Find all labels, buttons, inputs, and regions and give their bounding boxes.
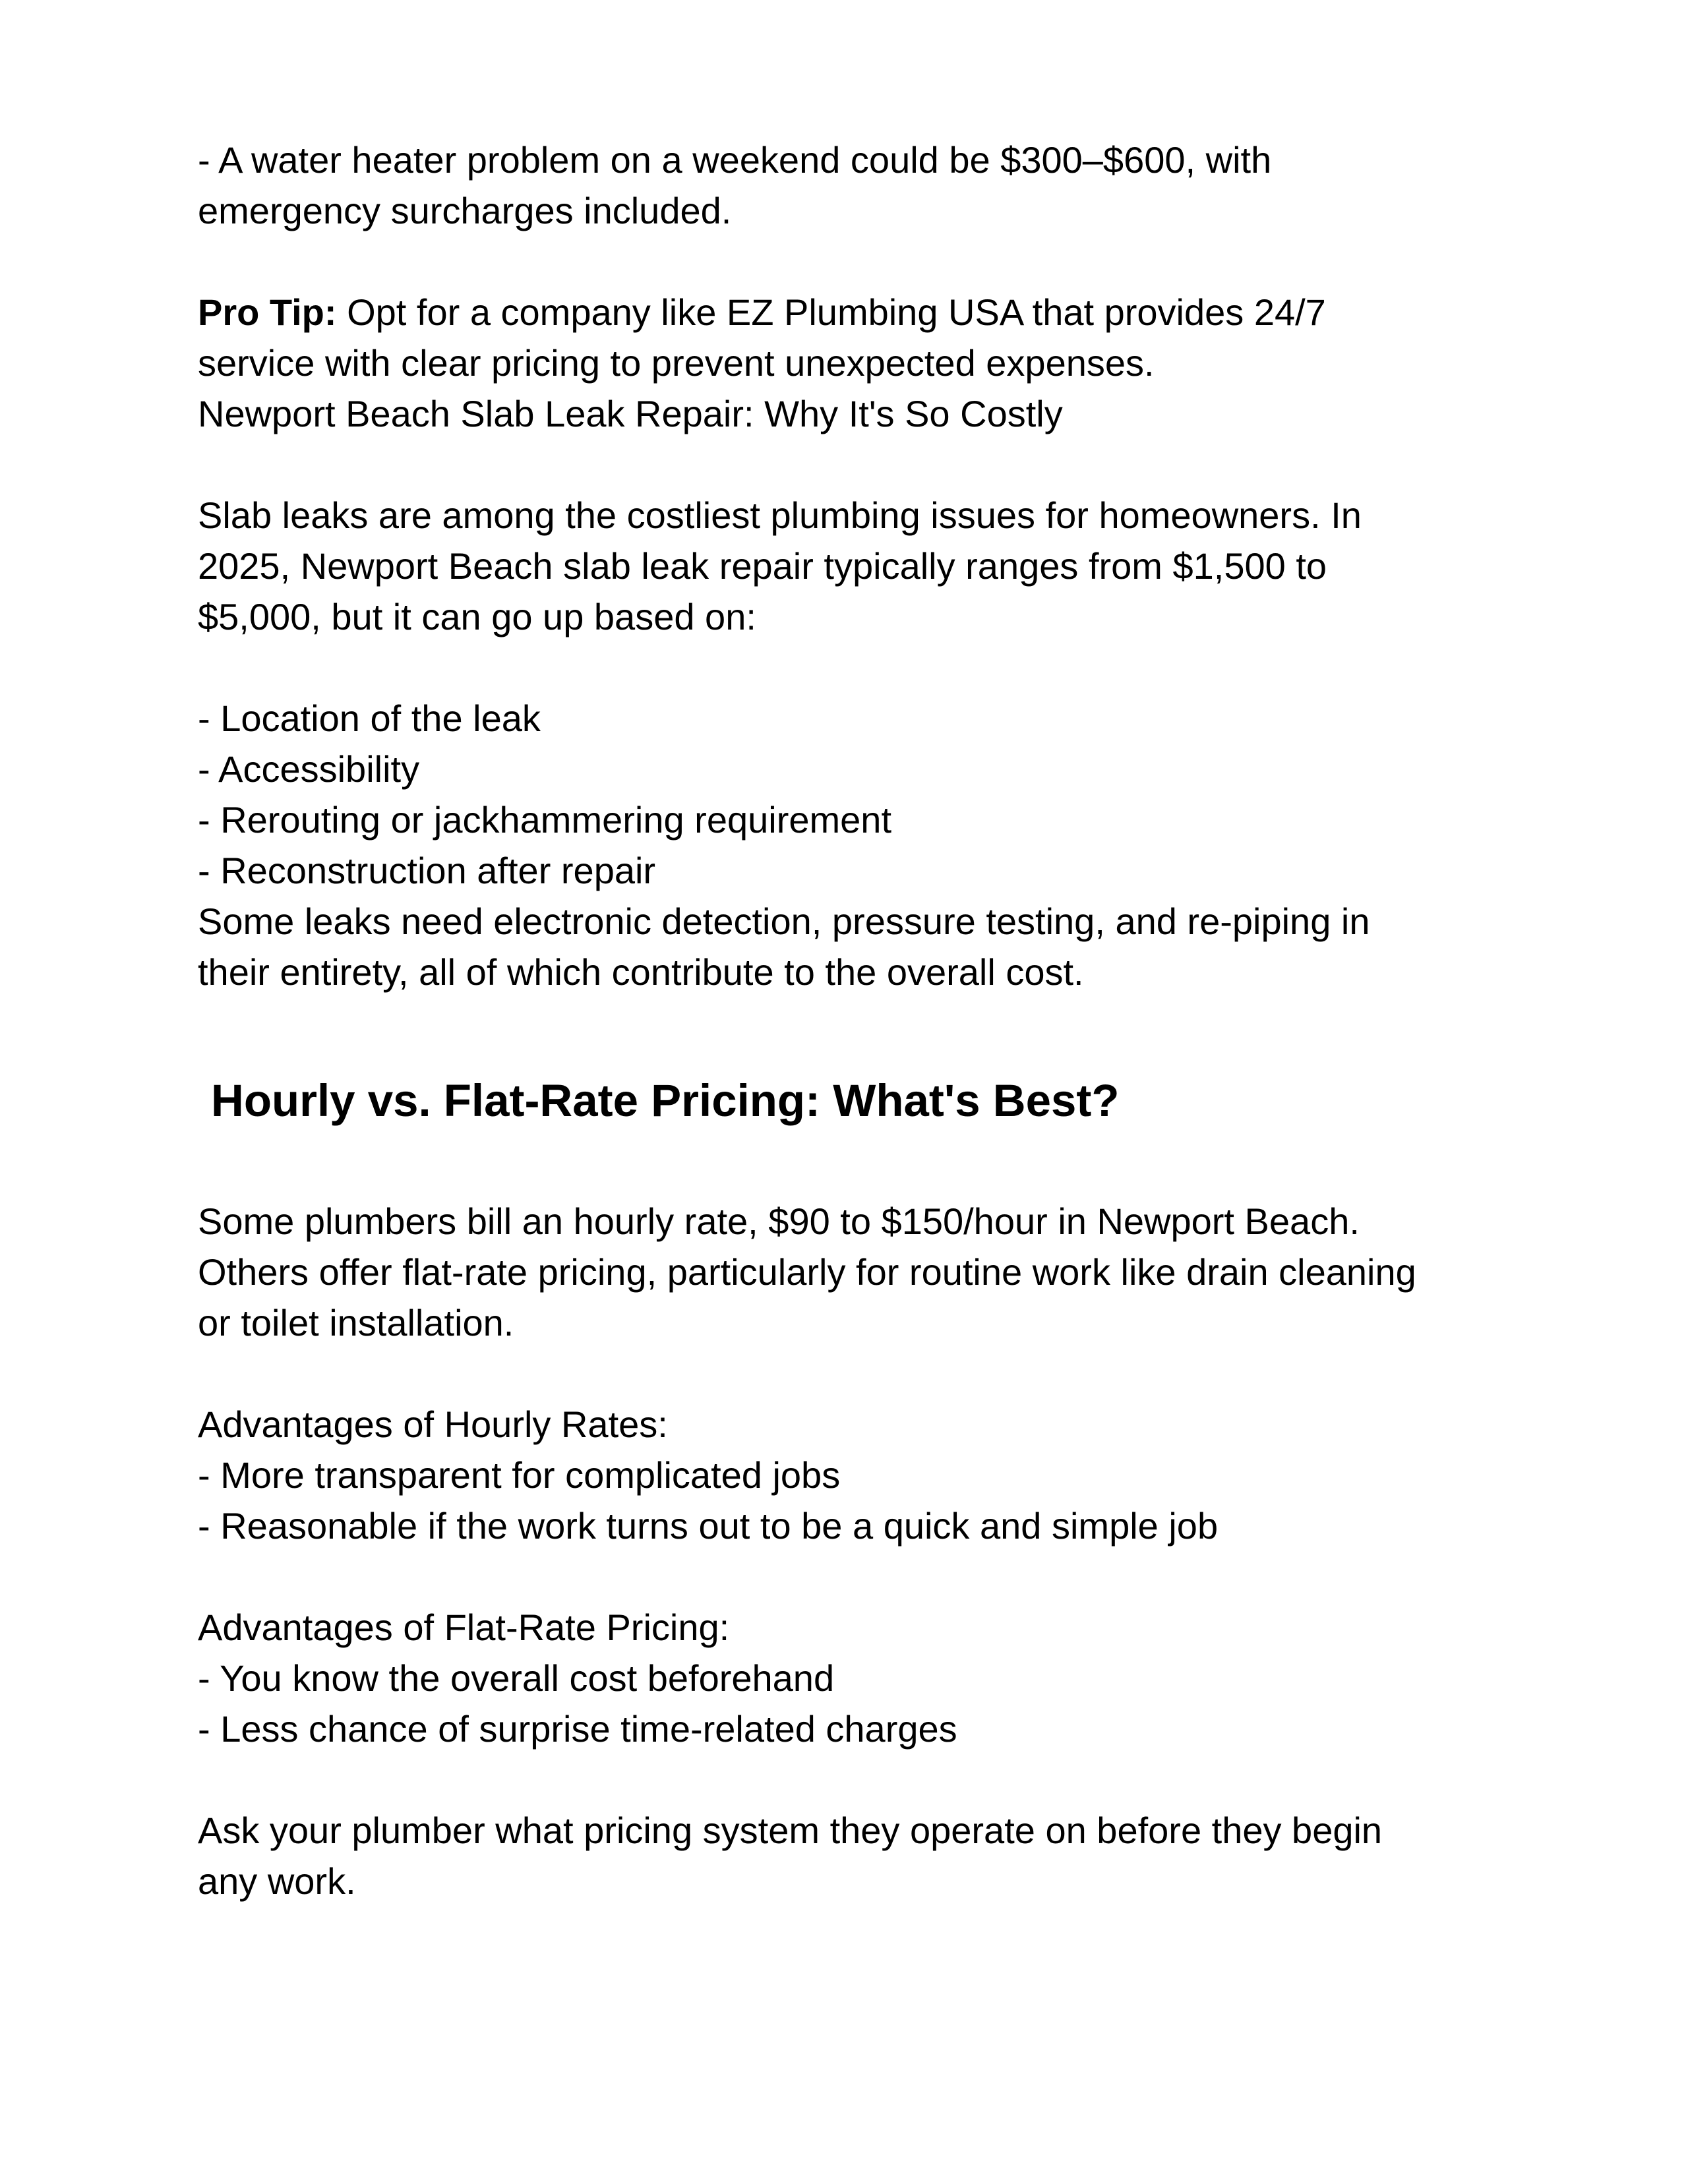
flat-advantages-title: Advantages of Flat-Rate Pricing: xyxy=(198,1607,730,1648)
pro-tip-label: Pro Tip: xyxy=(198,291,337,333)
slab-leak-title: Newport Beach Slab Leak Repair: Why It's So Costly xyxy=(198,393,1063,434)
list-item: - Less chance of surprise time-related charges xyxy=(198,1708,957,1750)
slab-intro-line-1: Slab leaks are among the costliest plumbing issues for homeowners. In xyxy=(198,494,1362,536)
pro-tip-line-2: service with clear pricing to prevent unexpected expenses. xyxy=(198,342,1155,384)
pro-tip-text: Opt for a company like EZ Plumbing USA that provides 24/7 xyxy=(336,291,1326,333)
list-item: - Reasonable if the work turns out to be a quick and simple job xyxy=(198,1505,1219,1547)
list-item: - Location of the leak xyxy=(198,697,541,739)
hourly-intro-line-1: Some plumbers bill an hourly rate, $90 to $150/hour in Newport Beach. xyxy=(198,1200,1360,1242)
section-heading: Hourly vs. Flat-Rate Pricing: What's Best? xyxy=(211,1075,1120,1126)
water-heater-line-2: emergency surcharges included. xyxy=(198,190,732,231)
list-item: - You know the overall cost beforehand xyxy=(198,1657,835,1699)
slab-intro-line-3: $5,000, but it can go up based on: xyxy=(198,596,756,637)
list-item: - Reconstruction after repair xyxy=(198,850,656,891)
hourly-intro-line-2: Others offer flat-rate pricing, particularly for routine work like drain cleaning xyxy=(198,1251,1416,1293)
document-body xyxy=(198,134,1517,1906)
slab-outro-line-1: Some leaks need electronic detection, pressure testing, and re-piping in xyxy=(198,900,1370,942)
list-item: - More transparent for complicated jobs xyxy=(198,1454,841,1496)
slab-intro-line-2: 2025, Newport Beach slab leak repair typically ranges from $1,500 to xyxy=(198,545,1327,587)
slab-outro-line-2: their entirety, all of which contribute to the overall cost. xyxy=(198,951,1084,993)
closing-line-2: any work. xyxy=(198,1860,356,1902)
water-heater-line-1: - A water heater problem on a weekend could be $300–$600, with xyxy=(198,139,1272,181)
hourly-advantages-title: Advantages of Hourly Rates: xyxy=(198,1403,668,1445)
list-item: - Rerouting or jackhammering requirement xyxy=(198,799,891,841)
closing-line-1: Ask your plumber what pricing system they operate on before they begin xyxy=(198,1810,1383,1851)
hourly-intro-line-3: or toilet installation. xyxy=(198,1302,514,1343)
list-item: - Accessibility xyxy=(198,748,420,790)
pro-tip-line-1 xyxy=(198,287,1517,338)
